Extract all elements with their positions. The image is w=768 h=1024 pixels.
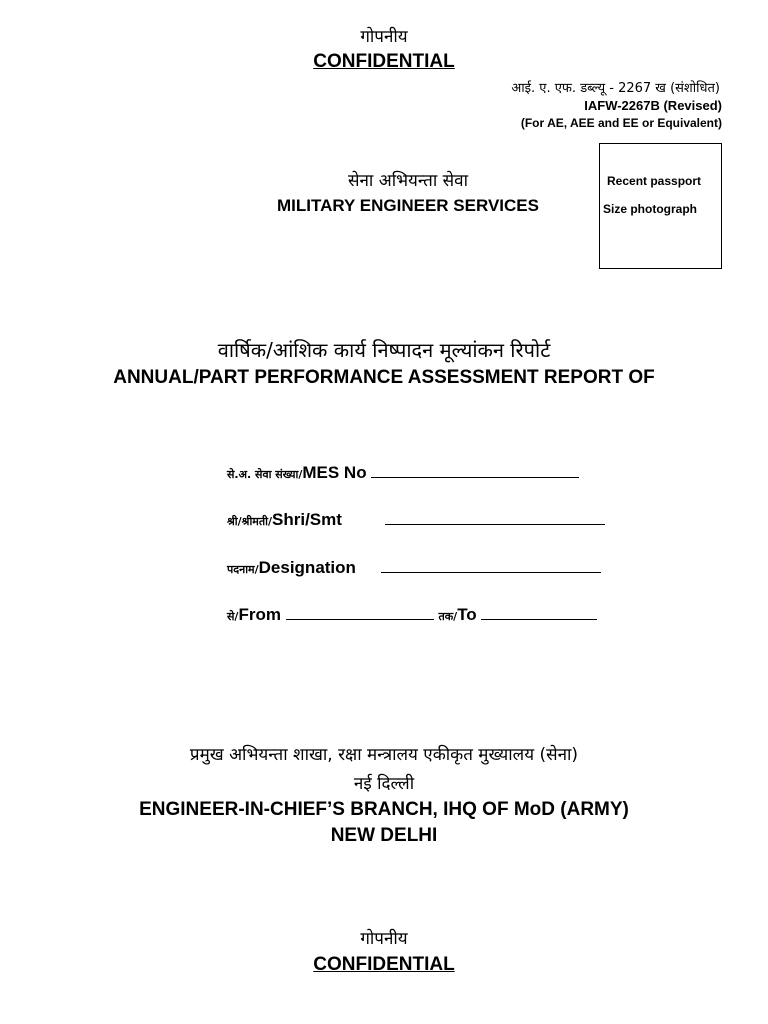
field-mes-no: [227, 463, 579, 483]
field-designation: [227, 558, 601, 578]
field-period: [227, 605, 597, 625]
footer-english-city: NEW DELHI: [330, 825, 438, 846]
form-code-hindi: आई. ए. एफ. डब्ल्यू - 2267 ख (संशोधित): [511, 81, 720, 96]
header-hindi-confidential: गोपनीय: [360, 27, 408, 47]
field-from-label: From: [238, 605, 281, 624]
report-title-hindi: वार्षिक/आंशिक कार्य निष्पादन मूल्यांकन रिपोर्ट: [217, 338, 551, 362]
photo-box-line1: Recent passport: [607, 174, 702, 188]
form-code: IAFW-2267B (Revised): [584, 98, 722, 113]
field-to-hindi: तक/: [438, 610, 458, 623]
field-name: [227, 510, 605, 530]
field-designation-blank[interactable]: [381, 558, 601, 573]
photo-box: [599, 143, 722, 269]
organisation-english: MILITARY ENGINEER SERVICES: [277, 196, 539, 215]
field-mes-no-label: MES No: [302, 463, 367, 482]
field-from-hindi: से/: [227, 610, 239, 623]
bottom-confidential: CONFIDENTIAL: [313, 954, 455, 975]
organisation-hindi: सेना अभियन्ता सेवा: [347, 171, 468, 191]
field-mes-no-blank[interactable]: [371, 463, 579, 478]
field-designation-hindi: पदनाम/: [227, 563, 259, 576]
footer-hindi-branch: प्रमुख अभियन्ता शाखा, रक्षा मन्त्रालय एकीकृत मुख्यालय (सेना): [189, 745, 579, 765]
field-to-label: To: [457, 605, 477, 624]
footer-english-branch: ENGINEER-IN-CHIEF’S BRANCH, IHQ OF MoD (ARMY): [139, 799, 629, 820]
footer-hindi-city: नई दिल्ली: [353, 774, 415, 794]
photo-box-line2: Size photograph: [603, 202, 697, 216]
field-name-hindi: श्री/श्रीमती/: [227, 515, 273, 528]
form-applicability: (For AE, AEE and EE or Equivalent): [520, 116, 722, 130]
field-from-blank[interactable]: [286, 605, 434, 620]
field-to-blank[interactable]: [481, 605, 597, 620]
field-name-label: Shri/Smt: [272, 510, 342, 529]
header-confidential: CONFIDENTIAL: [313, 51, 455, 72]
field-name-blank[interactable]: [385, 510, 605, 525]
report-title-english: ANNUAL/PART PERFORMANCE ASSESSMENT REPORT OF: [113, 367, 655, 388]
field-mes-no-hindi: से.अ. सेवा संख्या/: [227, 468, 303, 481]
bottom-hindi-confidential: गोपनीय: [360, 929, 408, 949]
field-designation-label: Designation: [258, 558, 356, 577]
